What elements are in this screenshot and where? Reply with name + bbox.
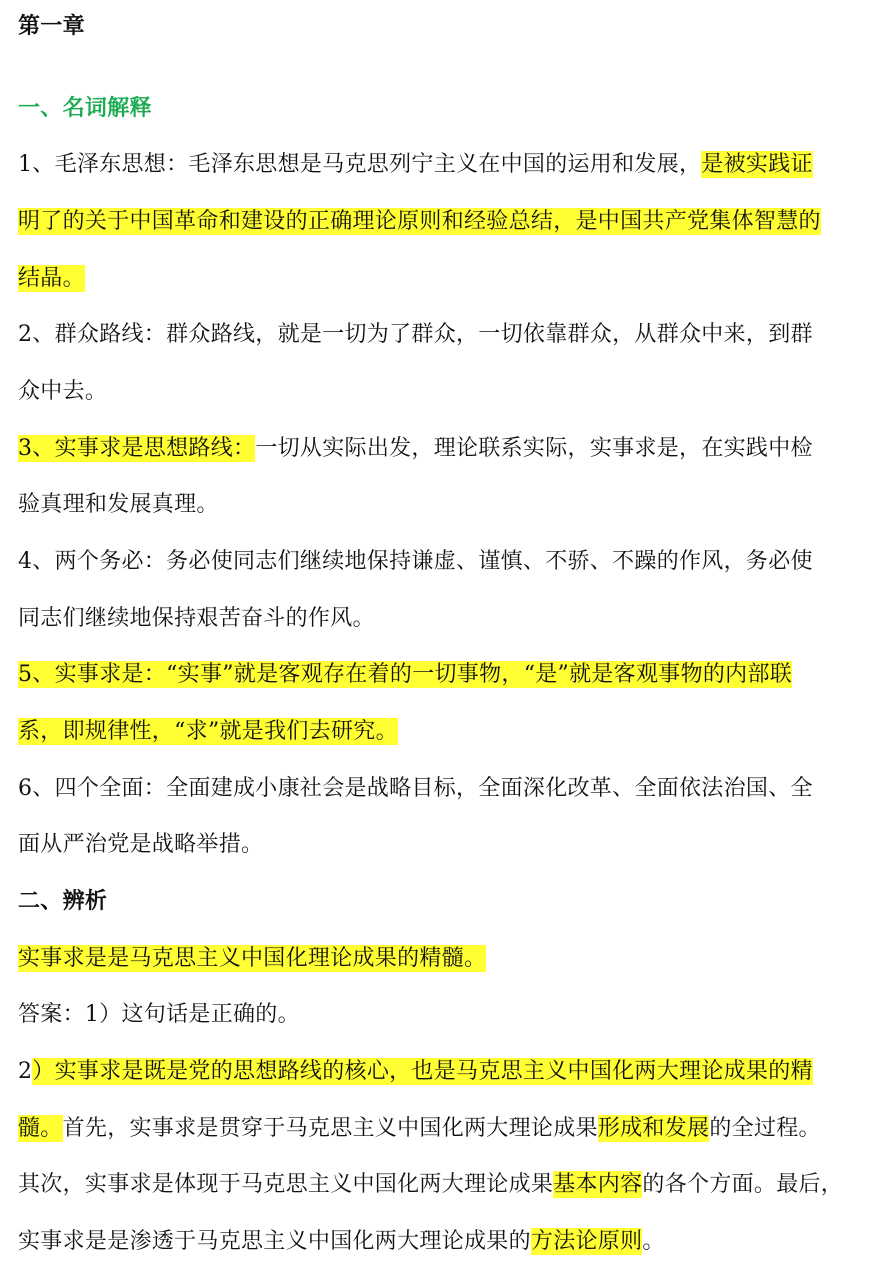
item-1-line-3 — [18, 262, 85, 296]
item-4-line-2: 同志们继续地保持艰苦奋斗的作风。 — [18, 606, 375, 631]
answer-p2-line-3 — [18, 1168, 843, 1202]
item-5-line-2 — [18, 715, 398, 749]
answer-p2-highlight: ）实事求是既是党的思想路线的核心，也是马克思主义中国化两大理论成果的精 — [32, 1059, 813, 1084]
item-6-line-2: 面从严治党是战略举措。 — [18, 832, 264, 857]
answer-p2-highlight-2: 髓。 — [18, 1116, 63, 1141]
item-3-highlight: 3、实事求是思想路线： — [18, 436, 256, 461]
answer-p2-text-2: 的全过程。 — [709, 1116, 821, 1141]
chapter-title: 第一章 — [18, 14, 85, 39]
item-6-line-1: 6、四个全面：全面建成小康社会是战略目标，全面深化改革、全面依法治国、全 — [18, 776, 813, 801]
answer-p2-line-2 — [18, 1112, 821, 1146]
answer-p2-highlight-formation: 形成和发展 — [597, 1116, 710, 1141]
item-1-highlight: 是被实践证 — [701, 152, 813, 177]
answer-p2-line-1 — [18, 1055, 813, 1089]
answer-p2-line-4 — [18, 1225, 665, 1259]
answer-p2-text-4: 的各个方面。最后， — [642, 1172, 844, 1197]
answer-p2-text-6: 。 — [642, 1229, 665, 1254]
item-1-line-1 — [18, 148, 813, 182]
item-3-line-1 — [18, 432, 813, 466]
answer-p2-text: 首先，实事求是贯穿于马克思主义中国化两大理论成果 — [62, 1116, 598, 1141]
analysis-statement-highlight: 实事求是是马克思主义中国化理论成果的精髓。 — [18, 946, 487, 971]
answer-p2-text-5: 实事求是是渗透于马克思主义中国化两大理论成果的 — [18, 1229, 531, 1254]
item-1-text: 1、毛泽东思想：毛泽东思想是马克思列宁主义在中国的运用和发展， — [18, 152, 702, 177]
item-1-line-2 — [18, 205, 821, 239]
answer-p2-highlight-method: 方法论原则 — [530, 1229, 643, 1254]
item-5-line-1 — [18, 658, 792, 692]
item-5-highlight-2: 系，即规律性，“求”就是我们去研究。 — [18, 719, 398, 744]
item-1-highlight-3: 结晶。 — [18, 266, 85, 291]
item-2-line-2: 众中去。 — [18, 379, 108, 404]
item-2-line-1: 2、群众路线：群众路线，就是一切为了群众，一切依靠群众，从群众中来，到群 — [18, 322, 813, 347]
item-3-text: 一切从实际出发，理论联系实际，实事求是，在实践中检 — [255, 436, 813, 461]
section-heading-analysis: 二、辨析 — [18, 889, 108, 914]
item-4-line-1: 4、两个务必：务必使同志们继续地保持谦虚、谨慎、不骄、不躁的作风，务必使 — [18, 549, 813, 574]
answer-p2-number: 2 — [18, 1059, 33, 1084]
answer-p2-highlight-content: 基本内容 — [553, 1172, 643, 1197]
answer-line: 答案：1）这句话是正确的。 — [18, 1002, 300, 1027]
item-1-highlight-2: 明了的关于中国革命和建设的正确理论原则和经验总结，是中国共产党集体智慧的 — [18, 209, 821, 234]
answer-p2-text-3: 其次，实事求是体现于马克思主义中国化两大理论成果 — [18, 1172, 554, 1197]
item-5-highlight: 5、实事求是：“实事”就是客观存在着的一切事物，“是”就是客观事物的内部联 — [18, 662, 793, 687]
item-3-line-2: 验真理和发展真理。 — [18, 492, 219, 517]
section-heading-definitions: 一、名词解释 — [18, 96, 152, 121]
analysis-statement — [18, 942, 486, 976]
